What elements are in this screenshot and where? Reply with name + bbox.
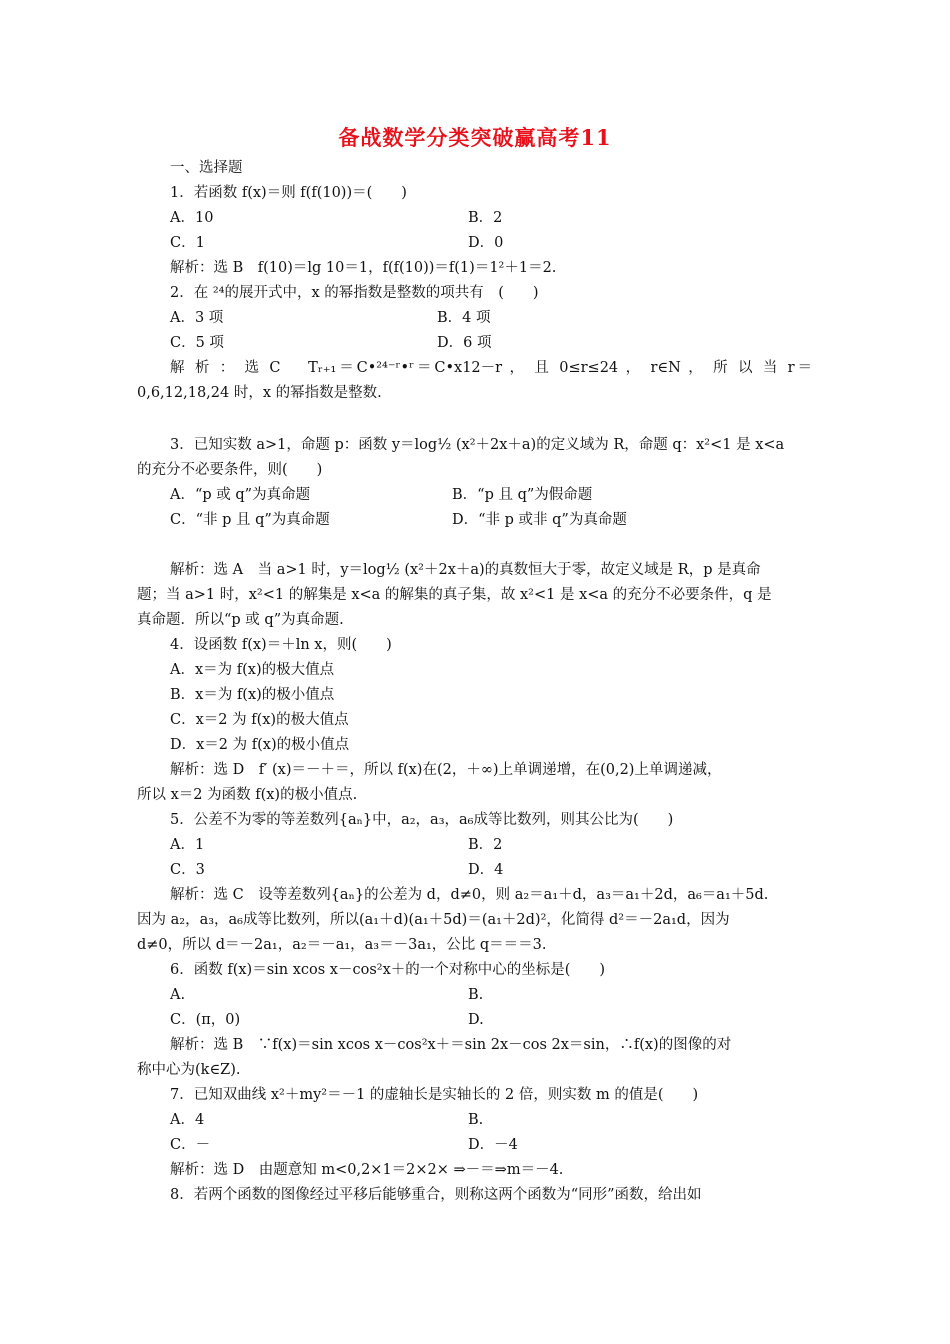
text-line-l34: 解析：选 B ∵f(x)＝sin xcos x－cos²x＋＝sin 2x－cos 2x＝sin，∴f(x)的图像的对 [170,1037,732,1053]
text-line-l24: 所以 x＝2 为函数 f(x)的极小值点. [137,787,358,803]
text-line-l11: 3．已知实数 a>1，命题 p：函数 y＝log½ (x²＋2x＋a)的定义域为 R，命题 q：x²<1 是 x<a [170,437,785,453]
text-line-l23: 解析：选 D f′ (x)＝－＋＝，所以 f(x)在(2，＋∞)上单调递增，在(0,2)上单调递减， [170,762,722,778]
text-line-l30: d≠0，所以 d＝－2a₁，a₂＝－a₁，a₃＝－3a₁，公比 q＝＝＝3. [137,937,547,953]
text-line-l6: 2．在 ²⁴的展开式中，x 的幂指数是整数的项共有 ( ) [170,285,539,301]
text-line-l18: 4．设函数 f(x)＝＋ln x，则( ) [170,637,392,653]
text-line-l31: 6．函数 f(x)＝sin xcos x－cos²x＋的一个对称中心的坐标是( ) [170,962,606,978]
text-line-l19: A．x＝为 f(x)的极大值点 [170,662,335,678]
text-line-l27a: C．3 [170,862,205,878]
text-line-l8a: C．5 项 [170,335,224,351]
text-line-l13a: A．“p 或 q”为真命题 [170,487,311,503]
text-line-l39: 解析：选 D 由题意知 m<0,2×1＝2×2× ⇒－＝⇒m＝－4. [170,1162,564,1178]
text-line-l3b: B．2 [468,210,503,226]
text-line-l7b: B．4 项 [437,310,491,326]
text-line-l13b: B．“p 且 q”为假命题 [452,487,593,503]
text-line-l4a: C．1 [170,235,205,251]
text-line-l27b: D．4 [468,862,504,878]
text-line-l35: 称中心为(k∈Z). [137,1062,241,1078]
text-line-l22: D．x＝2 为 f(x)的极小值点 [170,737,350,753]
document-title: 备战数学分类突破赢高考11 [338,125,612,150]
text-line-l15: 解析：选 A 当 a>1 时，y＝log½ (x²＋2x＋a)的真数恒大于零，故定义域是 R，p 是真命 [170,562,761,578]
text-line-l21: C．x＝2 为 f(x)的极大值点 [170,712,349,728]
text-line-l37a: A．4 [170,1112,205,1128]
text-line-l36: 7．已知双曲线 x²＋my²＝－1 的虚轴长是实轴长的 2 倍，则实数 m 的值是( ) [170,1087,699,1103]
text-line-l12: 的充分不必要条件，则( ) [137,462,323,478]
text-line-l2: 1．若函数 f(x)＝则 f(f(10))＝( ) [170,185,407,201]
text-line-l26b: B．2 [468,837,503,853]
text-line-l33b: D. [468,1012,484,1028]
text-line-l38b: D．－4 [468,1137,518,1153]
text-line-l7a: A．3 项 [170,310,224,326]
text-line-l33a: C．(π，0) [170,1012,241,1028]
text-line-l29: 因为 a₂，a₃，a₆成等比数列，所以(a₁＋d)(a₁＋5d)＝(a₁＋2d)²，化简得 d²＝－2a₁d，因为 [137,912,730,928]
text-line-l8b: D．6 项 [437,335,492,351]
text-line-l20: B．x＝为 f(x)的极小值点 [170,687,335,703]
text-line-l28: 解析：选 C 设等差数列{aₙ}的公差为 d，d≠0，则 a₂＝a₁＋d，a₃＝a₁＋2d，a₆＝a₁＋5d. [170,887,769,903]
text-line-l14a: C．“非 p 且 q”为真命题 [170,512,330,528]
text-line-l26a: A．1 [170,837,205,853]
text-line-l16: 题；当 a>1 时，x²<1 的解集是 x<a 的解集的真子集，故 x²<1 是 x<a 的充分不必要条件，q 是 [137,587,772,603]
text-line-l37b: B. [468,1112,484,1128]
text-line-l3a: A．10 [170,210,214,226]
text-line-l25: 5．公差不为零的等差数列{aₙ}中，a₂，a₃，a₆成等比数列，则其公比为( ) [170,812,674,828]
text-line-l14b: D．“非 p 或非 q”为真命题 [452,512,627,528]
text-line-l4b: D．0 [468,235,504,251]
text-line-l32b: B. [468,987,484,1003]
text-line-l40: 8．若两个函数的图像经过平移后能够重合，则称这两个函数为“同形”函数，给出如 [170,1187,702,1203]
text-line-l9: 解 析 ： 选 C Tᵣ₊₁＝C•²⁴⁻ʳ•ʳ＝C•x12－r ， 且 0≤r≤24 ， r∈N ， 所 以 当 r＝ [170,360,812,376]
text-line-l38a: C．－ [170,1137,211,1153]
text-line-l1: 一、选择题 [170,160,243,176]
text-line-l17: 真命题．所以“p 或 q”为真命题. [137,612,344,628]
text-line-l32a: A. [170,987,186,1003]
text-line-l5: 解析：选 B f(10)＝lg 10＝1，f(f(10))＝f(1)＝1²＋1＝2. [170,260,557,276]
text-line-l10: 0,6,12,18,24 时，x 的幂指数是整数. [137,385,382,401]
